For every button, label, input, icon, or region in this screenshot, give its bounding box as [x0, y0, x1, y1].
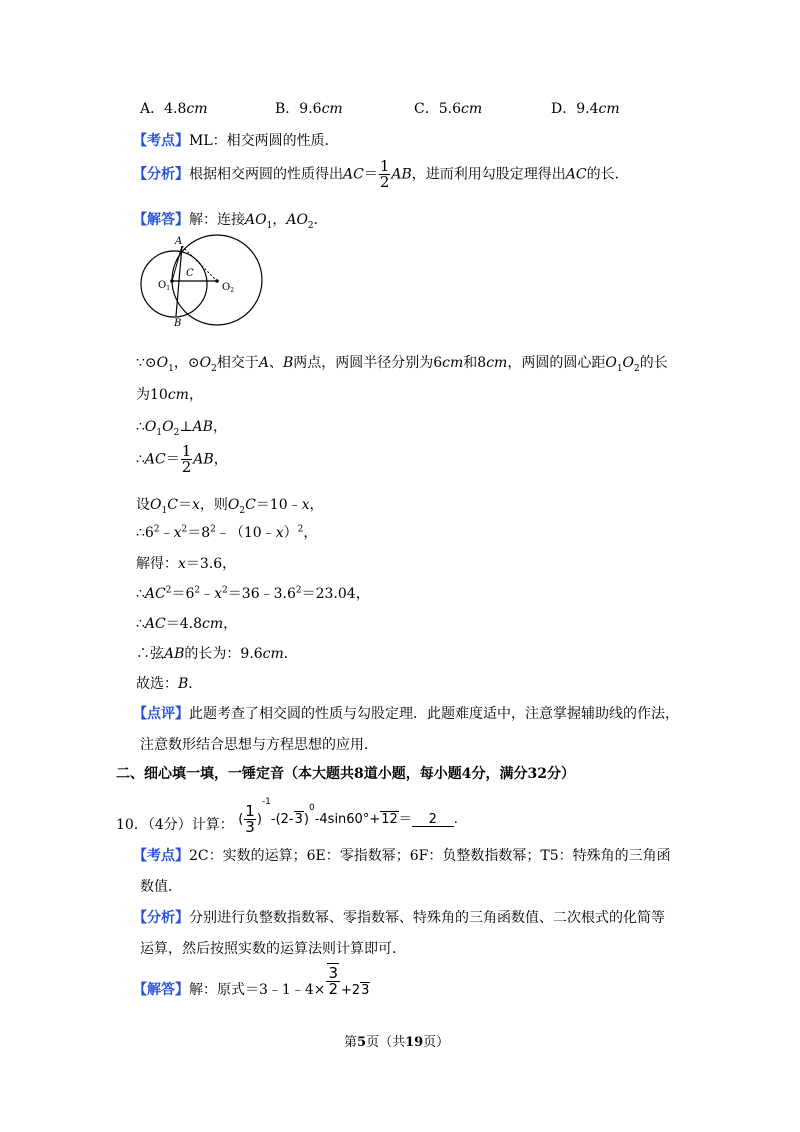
label-o2: $O_2$ [222, 282, 235, 294]
q9-step2: $\therefore O_1O_2\perp AB$， [136, 419, 227, 438]
q9-dianping-cont: 注意数形结合思想与方程思想的应用． [140, 737, 378, 753]
q9-step8: ∴AC＝4.8cm， [136, 616, 238, 632]
q9-step7: $\therefore AC^2=6^2﹣x^2=36﹣3.6^2=23.04$， [136, 585, 370, 602]
q9-step3: ∴AC＝ $\frac{1}{2}$ AB， [136, 442, 228, 476]
q9-dianping: 【点评】此题考查了相交圆的性质与勾股定理．此题难度适中，注意掌握辅助线的作法， [133, 706, 679, 722]
option-a: A．4.8cm [140, 101, 208, 117]
label-o1: $O_1$ [158, 280, 171, 292]
center-o2-dot [215, 279, 219, 283]
option-b: B．9.6cm [275, 101, 343, 117]
label-a: A [175, 236, 183, 247]
q10-jieda: 【解答】解：原式＝3﹣1﹣4× $\frac{3}{2}$ +23 [133, 964, 370, 998]
q10-kaodian: 【考点】2C：实数的运算；6E：零指数幂；6F：负整数指数幂；T5：特殊角的三角函 [133, 848, 671, 864]
q10-kaodian-cont: 数值． [140, 879, 182, 895]
q10-answer-blank: 2 [412, 813, 454, 827]
q10-question: 10．（4分）计算： ( $\frac{1}{3}$ )$^{-1}-(2-3)^0-4\sin 60^\circ+12= 2$ . [116, 796, 458, 836]
q9-jieda: 【解答】解：连接$AO_1$，$AO_2$． [133, 212, 328, 231]
center-o1-dot [170, 279, 174, 283]
q9-step9: ∴弦AB的长为：9.6cm． [136, 646, 298, 662]
option-c: C．5.6cm [414, 101, 483, 117]
q9-kaodian: 【考点】ML：相交两圆的性质． [133, 133, 339, 149]
options-row [0, 102, 800, 118]
q9-step1-cont: 为10cm， [136, 387, 203, 403]
q9-step6: 解得：x＝3.6， [136, 556, 237, 572]
q10-fenxi-cont: 运算，然后按照实数的运算法则计算即可． [140, 941, 406, 957]
label-c: C [186, 268, 194, 279]
q9-answer: 故选：B． [136, 676, 203, 692]
q9-step4: 设$O_1C=x$，则$O_2C=10﹣x$， [136, 497, 324, 516]
q9-step5: $\therefore 6^2﹣x^2=8^2﹣(10﹣x)^2$， [136, 524, 318, 541]
q9-step1: $\because⊙O_1$，$⊙O_2$相交于A、B两点，两圆半径分别为6cm和8cm，两圆的圆心距$O_1O_2$的长 [136, 355, 668, 374]
option-d: D．9.4cm [551, 101, 620, 117]
q10-fenxi: 【分析】分别进行负整数指数幂、零指数幂、特殊角的三角函数值、二次根式的化简等 [133, 910, 665, 926]
q9-fenxi: 【分析】根据相交两圆的性质得出AC＝ $\frac{1}{2}$ AB，进而利用勾股定理得出AC的长． [133, 157, 629, 191]
page-footer: 第5页（共19页） [344, 1035, 450, 1050]
section-2-header: 二、细心填一填，一锤定音（本大题共8道小题，每小题4分，满分32分） [116, 766, 575, 782]
label-b: B [174, 318, 182, 328]
intersecting-circles-diagram [130, 232, 270, 328]
